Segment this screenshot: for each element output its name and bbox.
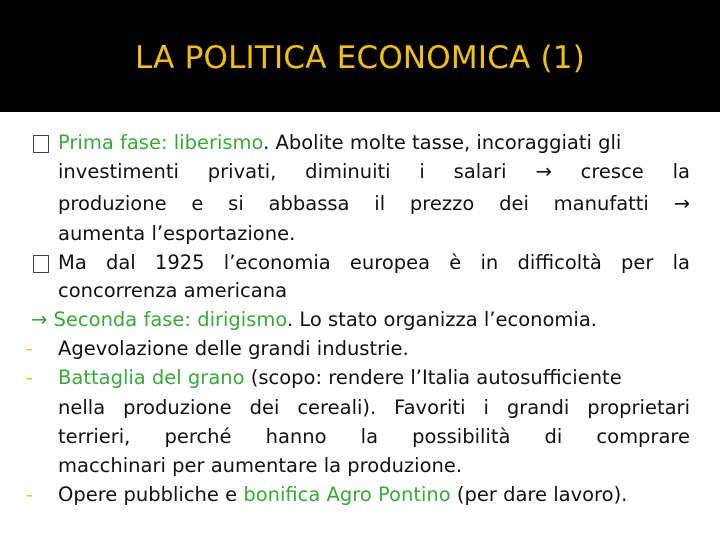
dash-bullet: - — [26, 338, 33, 360]
text-line-10-a: nella produzione dei cereali). Favoriti i grandi proprietari — [58, 396, 690, 419]
text-line-9 — [58, 363, 622, 393]
text-line-11 — [58, 422, 690, 452]
text-line-13 — [58, 480, 627, 510]
phase-one-label: Prima fase: liberismo — [58, 131, 264, 154]
text-line-6: concorrenza americana — [58, 279, 288, 302]
text-line-5 — [58, 248, 690, 278]
text-line-3-a: produzione e si abbassa il prezzo dei manufatti — [58, 192, 674, 215]
text-line-2 — [58, 157, 690, 187]
text-line-13-c: (per dare lavoro). — [450, 483, 628, 506]
arrow-right-icon: → — [31, 308, 48, 331]
text-line-2-b: cresce la — [551, 160, 691, 183]
text-line-1 — [58, 128, 621, 158]
dash-bullet: - — [26, 367, 33, 389]
text-line-8: Agevolazione delle grandi industrie. — [58, 337, 409, 360]
text-line-13-a: Opere pubbliche e — [58, 483, 244, 506]
text-line-12: macchinari per aumentare la produzione. — [58, 454, 463, 477]
title-bar — [0, 0, 720, 112]
battaglia-grano-label: Battaglia del grano — [58, 366, 245, 389]
text-line-5-a: Ma dal 1925 l’economia europea è in difficoltà per la — [58, 251, 690, 274]
text-line-7 — [31, 305, 597, 335]
bullet-box-icon — [33, 248, 53, 278]
text-line-3 — [58, 189, 690, 219]
text-line-7-rest: . Lo stato organizza l’economia. — [286, 308, 597, 331]
phase-two-label: Seconda fase: dirigismo — [47, 308, 287, 331]
text-line-2-a: investimenti privati, diminuiti i salari — [58, 160, 536, 183]
bullet-box-icon — [33, 128, 53, 158]
slide-title: LA POLITICA ECONOMICA (1) — [134, 40, 586, 76]
dash-bullet: - — [26, 484, 33, 506]
text-line-11-a: terrieri, perché hanno la possibilità di comprare — [58, 425, 690, 448]
text-line-10 — [58, 393, 690, 423]
arrow-right-icon: → — [535, 160, 552, 183]
arrow-right-icon: → — [673, 192, 690, 215]
text-line-9-rest: (scopo: rendere l’Italia autosufficiente — [244, 366, 622, 389]
bonifica-label: bonifica Agro Pontino — [243, 483, 451, 506]
text-line-4: aumenta l’esportazione. — [58, 222, 296, 245]
text-line-1-rest: . Abolite molte tasse, incoraggiati gli — [263, 131, 622, 154]
